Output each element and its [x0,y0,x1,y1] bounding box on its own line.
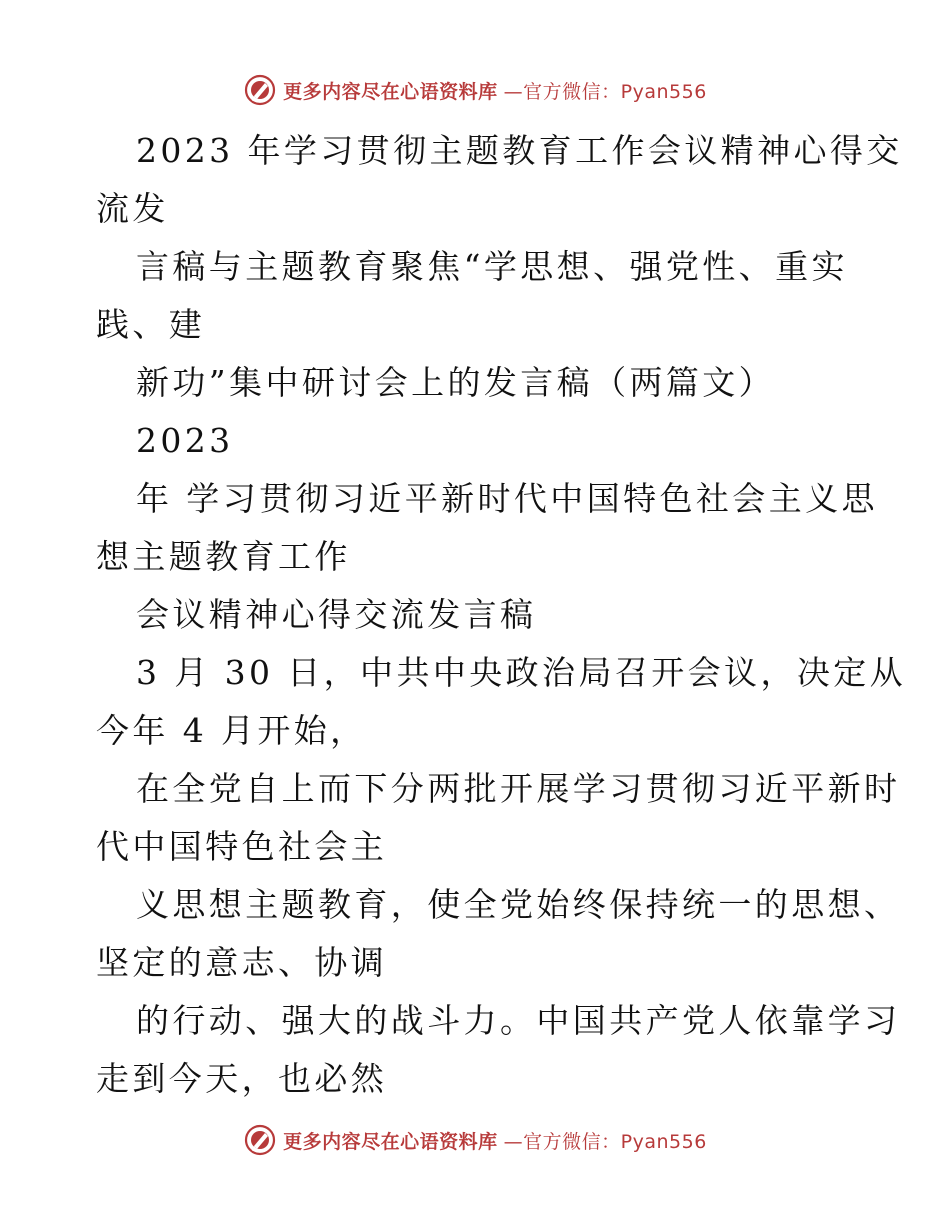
pen-logo-icon [243,1123,277,1157]
text-line: 在全党自上而下分两批开展学习贯彻习近平新时 [136,769,901,808]
text-line: 2023 [136,421,234,460]
text-line: 会议精神心得交流发言稿 [136,595,537,634]
text-line: 流发 [96,189,169,228]
text-line: 代中国特色社会主 [96,827,388,866]
text-line: 走到今天，也必然 [96,1059,388,1098]
text-line: 今年 4 月开始， [96,711,367,750]
text-line: 言稿与主题教育聚焦“学思想、强党性、重实 [136,247,848,286]
text-line: 的行动、强大的战斗力。中国共产党人依靠学习 [136,1001,901,1040]
document-body [96,122,907,1108]
pen-logo-icon [243,73,277,107]
watermark-suffix: —官方微信：Pyan556 [503,1130,707,1153]
header-watermark [0,70,950,110]
watermark-group [243,1123,707,1157]
watermark-text: 更多内容尽在心语资料库 [283,1130,498,1153]
text-line: 2023 年学习贯彻主题教育工作会议精神心得交 [136,131,903,170]
text-line: 3 月 30 日，中共中央政治局召开会议，决定从 [136,653,907,692]
text-line: 坚定的意志、协调 [96,943,388,982]
watermark-suffix: —官方微信：Pyan556 [503,80,707,103]
footer-watermark [0,1120,950,1160]
text-line: 义思想主题教育，使全党始终保持统一的思想、 [136,885,901,924]
text-line: 想主题教育工作 [96,537,351,576]
text-line: 新功”集中研讨会上的发言稿（两篇文） [136,363,776,402]
watermark-group [243,73,707,107]
text-line: 践、建 [96,305,206,344]
text-line: 年 学习贯彻习近平新时代中国特色社会主义思 [136,479,878,518]
watermark-text: 更多内容尽在心语资料库 [283,80,498,103]
